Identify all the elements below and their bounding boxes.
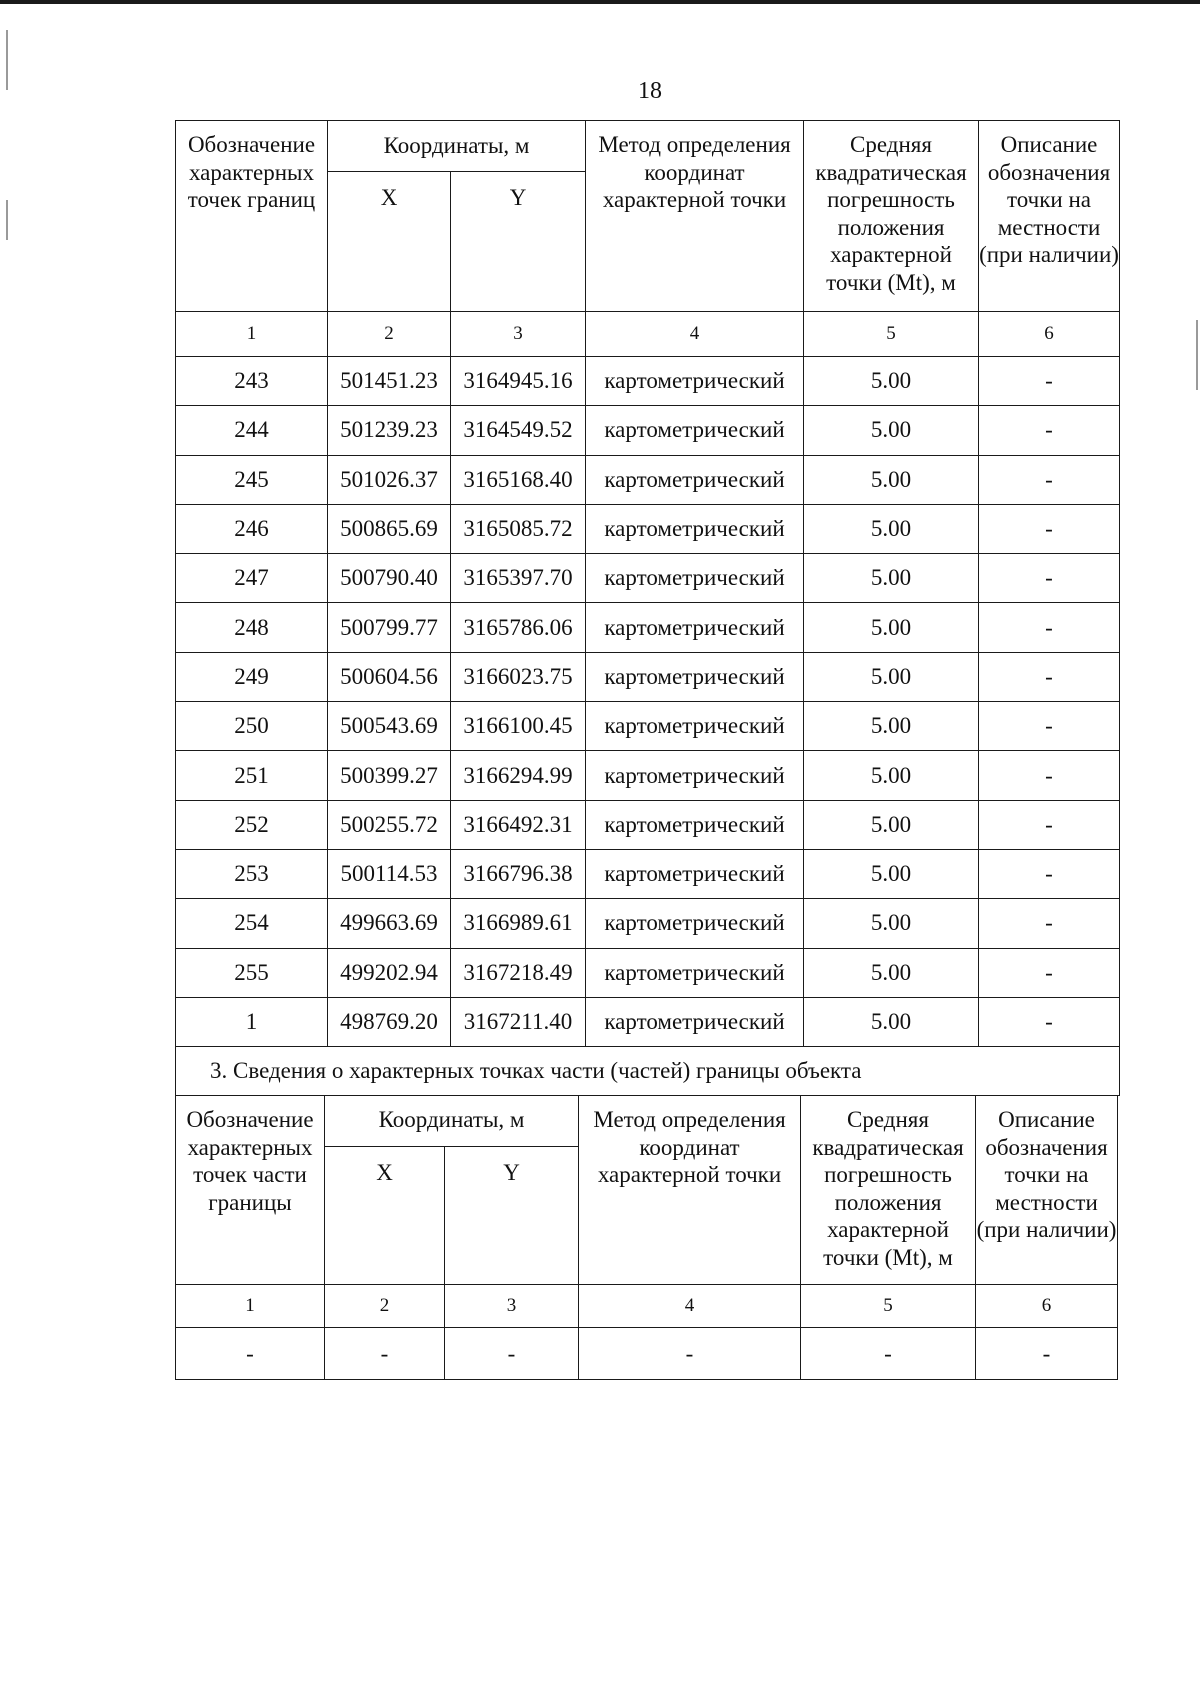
column-number: 2 (328, 312, 451, 357)
table-row (176, 751, 1120, 800)
point-id: 250 (176, 702, 328, 751)
header-x: X (325, 1147, 445, 1285)
description: - (979, 455, 1120, 504)
method: картометрический (586, 554, 804, 603)
empty-cell: - (325, 1328, 445, 1380)
coord-x: 499202.94 (328, 948, 451, 997)
point-id: 255 (176, 948, 328, 997)
mean-error: 5.00 (804, 504, 979, 553)
description: - (979, 504, 1120, 553)
header-designation: Обозначение характерных точек части границы (176, 1096, 325, 1285)
coord-y: 3166796.38 (451, 849, 586, 898)
table-row (176, 554, 1120, 603)
mean-error: 5.00 (804, 800, 979, 849)
header-designation: Обозначение характерных точек границ (176, 121, 328, 312)
point-id: 1 (176, 997, 328, 1046)
column-number: 1 (176, 1285, 325, 1328)
boundary-points-table (175, 120, 1120, 1096)
coord-x: 500255.72 (328, 800, 451, 849)
column-number: 3 (451, 312, 586, 357)
coord-x: 500604.56 (328, 652, 451, 701)
column-number-row (176, 312, 1120, 357)
header-y: Y (445, 1147, 579, 1285)
mean-error: 5.00 (804, 849, 979, 898)
column-number: 5 (801, 1285, 976, 1328)
mean-error: 5.00 (804, 406, 979, 455)
mean-error: 5.00 (804, 997, 979, 1046)
method: картометрический (586, 800, 804, 849)
description: - (979, 751, 1120, 800)
table-row (176, 603, 1120, 652)
coord-y: 3167211.40 (451, 997, 586, 1046)
coord-y: 3165397.70 (451, 554, 586, 603)
coord-x: 500543.69 (328, 702, 451, 751)
header-coordinates: Координаты, м (328, 121, 586, 172)
point-id: 243 (176, 357, 328, 406)
page-number: 18 (638, 78, 662, 104)
header-coordinates: Координаты, м (325, 1096, 579, 1147)
table-row (176, 652, 1120, 701)
method: картометрический (586, 455, 804, 504)
column-number: 4 (579, 1285, 801, 1328)
point-id: 254 (176, 899, 328, 948)
table-row (176, 948, 1120, 997)
mean-error: 5.00 (804, 455, 979, 504)
coord-x: 501026.37 (328, 455, 451, 504)
coord-x: 499663.69 (328, 899, 451, 948)
coord-y: 3165786.06 (451, 603, 586, 652)
mean-error: 5.00 (804, 554, 979, 603)
scan-margin-mark (6, 200, 8, 240)
section-title: 3. Сведения о характерных точках части (частей) границы объекта (176, 1047, 1120, 1096)
coord-x: 500865.69 (328, 504, 451, 553)
method: картометрический (586, 751, 804, 800)
column-number: 1 (176, 312, 328, 357)
table-row (176, 504, 1120, 553)
table-row (176, 899, 1120, 948)
header-description: Описание обозначения точки на местности (при наличии) (979, 121, 1120, 312)
coord-x: 500399.27 (328, 751, 451, 800)
method: картометрический (586, 849, 804, 898)
coord-y: 3166023.75 (451, 652, 586, 701)
empty-cell: - (801, 1328, 976, 1380)
coord-y: 3166989.61 (451, 899, 586, 948)
point-id: 251 (176, 751, 328, 800)
description: - (979, 849, 1120, 898)
coord-x: 501451.23 (328, 357, 451, 406)
header-method: Метод определения координат характерной точки (586, 121, 804, 312)
empty-cell: - (579, 1328, 801, 1380)
coord-y: 3165168.40 (451, 455, 586, 504)
point-id: 244 (176, 406, 328, 455)
description: - (979, 406, 1120, 455)
coord-y: 3166100.45 (451, 702, 586, 751)
header-method: Метод определения координат характерной точки (579, 1096, 801, 1285)
coord-x: 498769.20 (328, 997, 451, 1046)
header-mean-error: Средняя квадратическая погрешность положения характерной точки (Mt), м (801, 1096, 976, 1285)
description: - (979, 800, 1120, 849)
column-number-row (176, 1285, 1118, 1328)
column-number: 5 (804, 312, 979, 357)
column-number: 4 (586, 312, 804, 357)
mean-error: 5.00 (804, 652, 979, 701)
coord-x: 500790.40 (328, 554, 451, 603)
description: - (979, 948, 1120, 997)
header-x: X (328, 172, 451, 312)
point-id: 247 (176, 554, 328, 603)
column-number: 2 (325, 1285, 445, 1328)
coord-x: 500114.53 (328, 849, 451, 898)
description: - (979, 554, 1120, 603)
description: - (979, 702, 1120, 751)
point-id: 246 (176, 504, 328, 553)
method: картометрический (586, 997, 804, 1046)
mean-error: 5.00 (804, 899, 979, 948)
description: - (979, 603, 1120, 652)
table-row (176, 406, 1120, 455)
empty-cell: - (176, 1328, 325, 1380)
coord-y: 3164945.16 (451, 357, 586, 406)
method: картометрический (586, 652, 804, 701)
header-description: Описание обозначения точки на местности (при наличии) (976, 1096, 1118, 1285)
mean-error: 5.00 (804, 948, 979, 997)
header-y: Y (451, 172, 586, 312)
coord-x: 501239.23 (328, 406, 451, 455)
coord-y: 3165085.72 (451, 504, 586, 553)
column-number: 3 (445, 1285, 579, 1328)
method: картометрический (586, 406, 804, 455)
coord-x: 500799.77 (328, 603, 451, 652)
boundary-part-points-table (175, 1095, 1118, 1380)
mean-error: 5.00 (804, 357, 979, 406)
header-mean-error: Средняя квадратическая погрешность положения характерной точки (Mt), м (804, 121, 979, 312)
coord-y: 3167218.49 (451, 948, 586, 997)
coord-y: 3166294.99 (451, 751, 586, 800)
empty-cell: - (445, 1328, 579, 1380)
table-row (176, 702, 1120, 751)
mean-error: 5.00 (804, 603, 979, 652)
method: картометрический (586, 504, 804, 553)
point-id: 248 (176, 603, 328, 652)
table-row (176, 800, 1120, 849)
top-border-rule (0, 0, 1200, 4)
table-row (176, 1328, 1118, 1380)
table-row (176, 997, 1120, 1046)
table-row (176, 357, 1120, 406)
point-id: 249 (176, 652, 328, 701)
point-id: 253 (176, 849, 328, 898)
empty-cell: - (976, 1328, 1118, 1380)
column-number: 6 (976, 1285, 1118, 1328)
method: картометрический (586, 702, 804, 751)
point-id: 245 (176, 455, 328, 504)
coord-y: 3166492.31 (451, 800, 586, 849)
method: картометрический (586, 899, 804, 948)
point-id: 252 (176, 800, 328, 849)
method: картометрический (586, 357, 804, 406)
description: - (979, 997, 1120, 1046)
coord-y: 3164549.52 (451, 406, 586, 455)
table-row (176, 455, 1120, 504)
description: - (979, 357, 1120, 406)
mean-error: 5.00 (804, 751, 979, 800)
description: - (979, 899, 1120, 948)
table-row (176, 849, 1120, 898)
mean-error: 5.00 (804, 702, 979, 751)
scan-margin-mark (1196, 320, 1198, 390)
column-number: 6 (979, 312, 1120, 357)
description: - (979, 652, 1120, 701)
method: картометрический (586, 603, 804, 652)
method: картометрический (586, 948, 804, 997)
